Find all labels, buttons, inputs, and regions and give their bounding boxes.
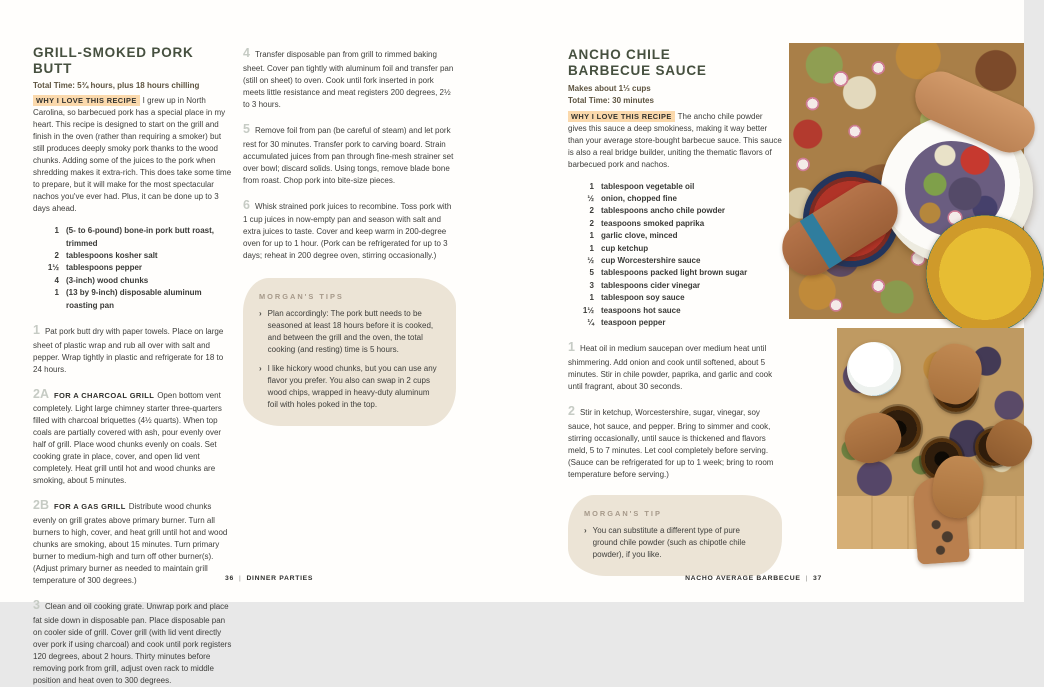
tip-text: You can substitute a different type of pure ground chile powder (such as chipotle chile powder), if you like.: [592, 525, 746, 559]
tip-item: [259, 308, 440, 356]
step-number: 3: [33, 598, 40, 613]
ingredient-qty: ½: [587, 194, 594, 204]
step-number: 2: [568, 404, 575, 419]
sauce-total-time: Total Time: 30 minutes: [568, 96, 654, 106]
pork-why-text: I grew up in North Carolina, so barbecued pork has a special place in my heart. This recipe is designed to start on the grill and finish in the oven (rather than requiring a smoker) but still produces deeply smoky pork thanks to the wood chunks. Adding some of the juices to the pork when shredding makes it extra-rich. This does take some time to prepare, but it will make for the most spectacular nachos you've ever had. Plus, it can be done up to 3 days ahead.: [33, 96, 232, 214]
sauce-yield: Makes about 1⅓ cups: [568, 83, 651, 93]
step-number: 1: [33, 322, 40, 337]
sauce-title-line1: ANCHO CHILE: [568, 47, 671, 62]
ingredient-text: teaspoons hot sauce: [601, 305, 681, 315]
step-text: Open bottom vent completely. Light large chimney starter three-quarters filled with charcoal briquettes (4½ quarts). When top coals are partially covered with ash, pour evenly over half of grill. Place wood chunks evenly on coals. Set cooking grate in place, cover, and open lid vent completely. Heat grill until hot and wood chunks are smoking, about 5 minutes.: [33, 390, 222, 486]
step-number: 6: [243, 197, 250, 212]
ingredient-qty: 1: [589, 181, 594, 191]
tip-bullet-icon: ›: [584, 525, 587, 535]
chapter-name-left: DINNER PARTIES: [246, 575, 314, 582]
ingredient-text: (5- to 6-pound) bone-in pork butt roast, trimmed: [66, 226, 214, 248]
ingredient-row: [568, 205, 782, 217]
tips-header: MORGAN'S TIP: [584, 508, 662, 518]
pork-step-2a: [33, 385, 234, 488]
tip-item: [584, 525, 766, 561]
recipe-title-pork: GRILL-SMOKED PORK BUTT: [33, 45, 194, 76]
ingredient-text: garlic clove, minced: [601, 231, 678, 241]
step-text: Whisk strained pork juices to recombine. Toss pork with 1 cup juices in now-empty pan and season with salt and extra juices to taste. Cover and keep warm in 200-degree oven for up to 1 hour. (Pork can be refrigerated for up to 3 days; reheat in 200 degree oven, stirring occasionally.): [243, 201, 452, 261]
ingredient-qty: 2: [589, 218, 594, 228]
ingredient-qty: 2: [589, 206, 594, 216]
ingredient-row: [568, 193, 782, 205]
sauce-recipe-column: [568, 47, 782, 576]
ingredient-qty: 1½: [582, 305, 594, 315]
ingredient-qty: 4: [54, 275, 59, 285]
photo-nachos-platter: [789, 43, 1024, 319]
ingredient-row: [568, 317, 782, 329]
ingredient-text: cup ketchup: [601, 243, 649, 253]
pork-recipe-column-right: [243, 44, 456, 426]
ingredient-row: [568, 267, 782, 279]
step-text: Pat pork butt dry with paper towels. Place on large sheet of plastic wrap and rub all over with salt and pepper. Wrap tightly in plastic and refrigerate for 18 to 24 hours.: [33, 326, 224, 374]
blue-bracelet: [800, 213, 842, 268]
footer-left: [225, 575, 313, 582]
ingredient-row: [568, 305, 782, 317]
step-text: Heat oil in medium saucepan over medium heat until shimmering. Add onion and cook until softened, about 5 minutes. Stir in chile powder, paprika, and garlic and cook until fragrant, about 30 seconds.: [568, 344, 773, 392]
pork-why-paragraph: [33, 95, 234, 215]
ingredient-row: [33, 250, 234, 262]
ingredient-text: tablespoons packed light brown sugar: [601, 268, 748, 278]
step-text: Remove foil from pan (be careful of steam) and let pork rest for 30 minutes. Transfer pork to carving board. Strain accumulated juices from pan through fine-mesh strainer set over bowl; discard solids. Using tongs, remove blade bone from roast. Chop pork into bite-size pieces.: [243, 125, 454, 185]
ingredient-qty: ¼: [587, 317, 594, 327]
pork-total-time: Total Time: 5¾ hours, plus 18 hours chilling: [33, 80, 200, 90]
ingredient-text: tablespoon soy sauce: [601, 293, 685, 303]
ingredient-text: (13 by 9-inch) disposable aluminum roasting pan: [66, 288, 202, 310]
step-label: FOR A GAS GRILL: [53, 502, 126, 512]
ingredient-text: cup Worcestershire sauce: [601, 255, 701, 265]
step-number: 5: [243, 121, 250, 136]
sauce-step-1: [568, 338, 782, 393]
step-text: Distribute wood chunks evenly on grill grates above primary burner. Turn all burners to high, cover, and heat grill until hot and wood chunks are smoking, about 15 minutes. Turn primary burner to medium-high and turn off other burner(s). (Adjust primary burner as needed to maintain grill temperature of 300 degrees.): [33, 502, 228, 586]
pork-ingredient-list: [33, 225, 234, 312]
ingredient-text: tablespoons cider vinegar: [601, 280, 701, 290]
why-i-love-label: WHY I LOVE THIS RECIPE: [568, 111, 675, 122]
tip-text: I like hickory wood chunks, but you can use any flavor you prefer. You also can swap in 2 cups wood chips, wrapped in heavy-duty aluminum foil with holes poked in the top.: [267, 364, 437, 410]
ingredient-text: tablespoons ancho chile powder: [601, 206, 726, 216]
pork-step-1: [33, 321, 234, 376]
pork-step-2b: [33, 496, 234, 587]
ingredient-qty: 1: [54, 226, 59, 236]
ingredient-text: teaspoon pepper: [601, 317, 666, 327]
recipe-title-sauce: [568, 47, 782, 79]
ingredient-row: [33, 225, 234, 250]
ingredient-qty: 2: [54, 251, 59, 261]
ingredient-text: tablespoons kosher salt: [66, 251, 158, 261]
ingredient-row: [568, 218, 782, 230]
step-text: Clean and oil cooking grate. Unwrap pork and place fat side down in disposable pan. Place disposable pan on cooler side of grill. Cover grill (with lid vent directly over pork if using charcoal) and cook until pork registers 120 degrees, about 2 hours. Thirty minutes before removing pork from grill, adjust oven rack to middle position and heat oven to 300 degrees.: [33, 602, 232, 685]
step-text: Stir in ketchup, Worcestershire, sugar, vinegar, soy sauce, hot sauce, and pepper. Bring to simmer and cook, stirring occasionally, until sauce is thickened and flavors meld, 5 to 7 minutes. Let cool completely before serving. (Sauce can be refrigerated for up to 1 week; bring to room temperature before serving.): [568, 408, 774, 479]
page-number-right: 37: [813, 575, 822, 582]
pork-step-6: [243, 196, 456, 263]
ingredient-row: [568, 181, 782, 193]
morgans-tips-box: [243, 278, 456, 426]
ingredient-row: [568, 255, 782, 267]
ingredient-qty: 1½: [47, 263, 59, 273]
tip-bullet-icon: ›: [259, 309, 262, 319]
sauce-why-paragraph: [568, 111, 782, 171]
sauce-title-line2: BARBECUE SAUCE: [568, 62, 707, 78]
tips-header: MORGAN'S TIPS: [259, 292, 344, 302]
ingredient-row: [568, 230, 782, 242]
footer-divider: |: [805, 575, 809, 582]
ingredient-row: [33, 262, 234, 274]
sauce-step-2: [568, 402, 782, 481]
step-number: 4: [243, 46, 250, 60]
step-label: FOR A CHARCOAL GRILL: [53, 390, 155, 400]
ingredient-qty: ½: [587, 255, 594, 265]
sour-cream-bowl: [847, 342, 901, 396]
ingredient-row: [33, 275, 234, 287]
why-i-love-label: WHY I LOVE THIS RECIPE: [33, 95, 140, 106]
morgans-tip-box: [568, 495, 782, 576]
step-number: 2B: [33, 498, 49, 513]
ingredient-qty: 1: [589, 293, 594, 303]
ingredient-row: [33, 287, 234, 312]
sauce-why-text: The ancho chile powder gives this sauce a deep smokiness, making it way better than your average store-bought barbecue sauce. This sauce is also a real bridge builder, uniting the thematic flavors of barbecued pork and nachos.: [568, 111, 782, 169]
ingredient-text: teaspoons smoked paprika: [601, 218, 705, 228]
ingredient-qty: 3: [589, 280, 594, 290]
ingredient-qty: 1: [589, 243, 594, 253]
step-text: Transfer disposable pan from grill to rimmed baking sheet. Cover pan tightly with aluminum foil and transfer pan (still on sheet) to oven. Cook until fork inserted in pork meets little resistance and meat registers 200 degrees, 2½ to 3 hours.: [243, 50, 454, 109]
ingredient-qty: 5: [589, 268, 594, 278]
pork-recipe-column-left: [33, 45, 234, 687]
ingredient-row: [568, 280, 782, 292]
pork-step-5: [243, 120, 456, 187]
mango-salsa-bowl: [926, 215, 1044, 333]
ingredient-text: (3-inch) wood chunks: [66, 275, 149, 285]
ingredient-row: [568, 243, 782, 255]
tip-item: [259, 363, 440, 411]
footer-right: [685, 575, 822, 582]
ingredient-text: onion, chopped fine: [601, 194, 677, 204]
tip-bullet-icon: ›: [259, 364, 262, 374]
sauce-ingredient-list: [568, 181, 782, 330]
pork-step-4: [243, 44, 456, 111]
page-number-left: 36: [225, 575, 234, 582]
photo-beer-cheers: [837, 328, 1024, 549]
chapter-name-right: NACHO AVERAGE BARBECUE: [685, 575, 801, 582]
step-number: 1: [568, 340, 575, 355]
pork-step-3: [33, 596, 234, 687]
ingredient-row: [568, 292, 782, 304]
footer-divider: |: [238, 575, 242, 582]
ingredient-qty: 1: [54, 288, 59, 298]
ingredient-text: tablespoons pepper: [66, 263, 143, 273]
tip-text: Plan accordingly: The pork butt needs to be seasoned at least 18 hours before it is cooked, and between the grill and the oven, the total cooking (and resting) time is 5 hours.: [267, 309, 434, 355]
ingredient-qty: 1: [589, 231, 594, 241]
step-number: 2A: [33, 386, 49, 401]
ingredient-text: tablespoon vegetable oil: [601, 181, 695, 191]
